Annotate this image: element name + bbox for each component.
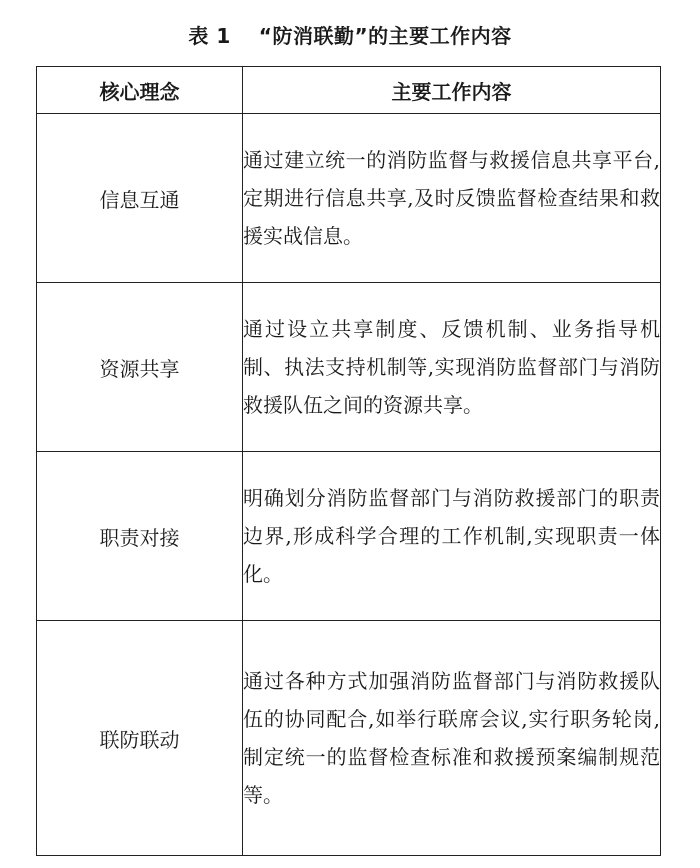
concept-cell: 信息互通 (37, 114, 243, 283)
header-core-concept: 核心理念 (37, 67, 243, 114)
header-row (37, 67, 661, 114)
table-row (37, 452, 661, 621)
table-row (37, 114, 661, 283)
table-title: “防消联勤”的主要工作内容 (258, 24, 512, 48)
concept-cell: 资源共享 (37, 283, 243, 452)
work-content-table (36, 66, 661, 856)
content-cell: 通过建立统一的消防监督与救援信息共享平台,定期进行信息共享,及时反馈监督检查结果和救援实战信息。 (243, 114, 661, 283)
table-caption (0, 20, 700, 49)
table-number: 表 1 (188, 24, 231, 48)
content-cell: 通过各种方式加强消防监督部门与消防救援队伍的协同配合,如举行联席会议,实行职务轮岗,制定统一的监督检查标准和救援预案编制规范等。 (243, 621, 661, 856)
header-main-content: 主要工作内容 (243, 67, 661, 114)
concept-cell: 职责对接 (37, 452, 243, 621)
content-cell: 明确划分消防监督部门与消防救援部门的职责边界,形成科学合理的工作机制,实现职责一体化。 (243, 452, 661, 621)
content-cell: 通过设立共享制度、反馈机制、业务指导机制、执法支持机制等,实现消防监督部门与消防救援队伍之间的资源共享。 (243, 283, 661, 452)
table-row (37, 621, 661, 856)
concept-cell: 联防联动 (37, 621, 243, 856)
table-row (37, 283, 661, 452)
